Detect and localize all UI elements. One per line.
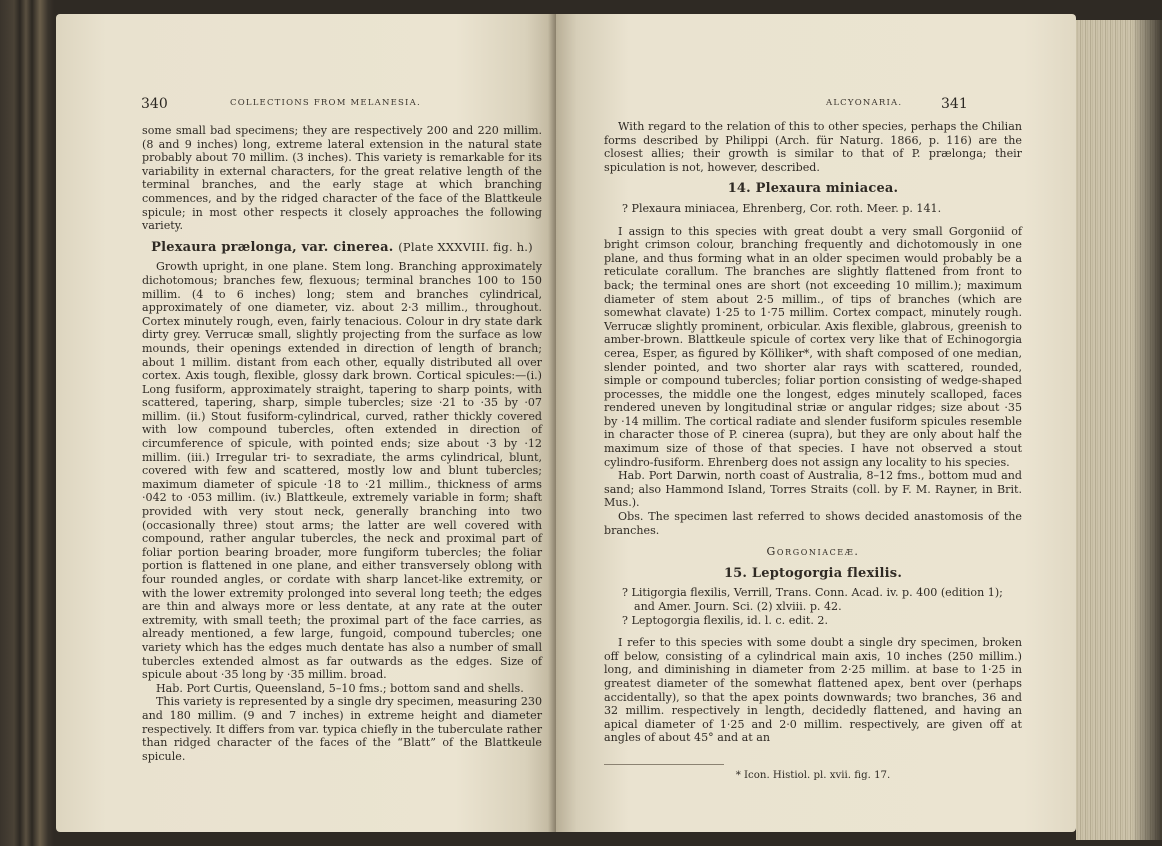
right-page	[556, 14, 1076, 832]
left-page-number: 340	[141, 96, 168, 112]
synonym-plexaura-miniacea: ? Plexaura miniacea, Ehrenberg, Cor. roth. Meer. p. 141.	[622, 201, 942, 215]
family-heading-gorgoniaceae: Gorgoniaceæ.	[766, 545, 860, 559]
synonym-leptogorgia-flexilis: ? Leptogorgia flexilis, id. l. c. edit. 2.	[622, 613, 829, 627]
species-plate-ref: (Plate XXXVIII. fig. h.)	[398, 239, 533, 254]
right-text-column	[604, 120, 1022, 745]
right-page-number: 341	[941, 96, 968, 112]
synonym-litigorgia-flexilis: ? Litigorgia flexilis, Verrill, Trans. Conn. Acad. iv. p. 400 (edition 1);	[622, 586, 1003, 600]
species-heading-leptogorgia-flexilis: 15. Leptogorgia flexilis.	[723, 565, 903, 581]
footnote: * Icon. Histiol. pl. xvii. fig. 17.	[735, 770, 891, 781]
right-paragraph-obs: Obs. The specimen last referred to shows decided anastomosis of the branches.	[604, 510, 1022, 537]
left-running-head: COLLECTIONS FROM MELANESIA.	[230, 98, 421, 108]
page-edges	[1076, 20, 1162, 840]
synonym-amer-journ: and Amer. Journ. Sci. (2) xlviii. p. 42.	[634, 600, 842, 613]
left-paragraph-top: some small bad specimens; they are respectively 200 and 220 millim. (8 and 9 inches) long, extreme lateral extension in the natural state probably about 70 millim. (3 inches). This variety is remarkable for its variability in external characters, for the great relative length of the terminal branches, and the early stage at which branching commences, and by the ridged character of the face of the Blattkeule spicule; in most other respects it closely approaches the following variety.	[142, 124, 542, 233]
species-heading-plexaura-praelonga	[142, 241, 542, 255]
right-paragraph-intro: With regard to the relation of this to other species, perhaps the Chilian forms described by Philippi (Arch. für Naturg. 1866, p. 116) are the closest allies; their growth is similar to that of P. prælonga; their spiculation is not, however, described.	[604, 120, 1022, 174]
species-heading-text: Plexaura prælonga, var. cinerea.	[151, 239, 394, 255]
left-text-column	[142, 124, 542, 763]
left-paragraph-remarks: This variety is represented by a single dry specimen, measuring 230 and 180 millim. (9 and 7 inches) in extreme height and diameter respectively. It differs from var. typica chiefly in the tuberculate rather than ridged character of the faces of the “Blatt” of the Blattkeule spicule.	[142, 695, 542, 763]
right-paragraph-leptogorgia: I refer to this species with some doubt a single dry specimen, broken off below, consisting of a cylindrical main axis, 10 inches (250 millim.) long, and diminishing in diameter from 2·25 millim. at base to 1·25 in greatest diameter of the somewhat flattened apex, bent over (perhaps accidentally), so that the apex points downwards; two branches, 36 and 32 millim. respectively in length, decidedly flattened, and having an apical diameter of 1·25 and 2·0 millim. respectively, are given off at angles of about 45° and at an	[604, 636, 1022, 745]
right-paragraph-description: I assign to this species with great doubt a very small Gorgoniid of bright crimson colour, branching frequently and dichotomously in one plane, and thus forming what in an older specimen would probably be a reticulate corallum. The branches are slightly flattened from front to back; the terminal ones are short (not exceeding 10 millim.); maximum diameter of stem about 2·5 millim., of tips of branches (which are somewhat clavate) 1·25 to 1·75 millim. Cortex compact, minutely rough. Verrucæ slightly prominent, orbicular. Axis flexible, glabrous, greenish to amber-brown. Blattkeule spicule of cortex very like that of Echinogorgia cerea, Esper, as figured by Kölliker*, with shaft composed of one median, slender pointed, and two shorter alar rays with scattered, rounded, simple or compound tubercles; foliar portion consisting of wedge-shaped processes, the middle one the longest, edges minutely scalloped, faces rendered uneven by longitudinal striæ or angular ridges; size about ·35 by ·14 millim. The cortical radiate and slender fusiform spicules resemble in character those of P. cinerea (supra), but they are only about half the maximum size of those of that species. I have not observed a stout cylindro-fusiform. Ehrenberg does not assign any locality to his species.	[604, 224, 1022, 469]
spacer	[604, 216, 1022, 225]
spacer	[604, 627, 1022, 636]
footnote-rule	[604, 764, 724, 765]
left-paragraph-habitat: Hab. Port Curtis, Queensland, 5–10 fms.; bottom sand and shells.	[156, 681, 524, 695]
left-page	[56, 14, 556, 832]
species-heading-plexaura-miniacea: 14. Plexaura miniacea.	[727, 181, 899, 197]
right-running-head: ALCYONARIA.	[826, 98, 903, 108]
right-paragraph-habitat: Hab. Port Darwin, north coast of Australia, 8–12 fms., bottom mud and sand; also Hammond Island, Torres Straits (coll. by F. M. Rayner, in Brit. Mus.).	[604, 469, 1022, 510]
left-paragraph-description: Growth upright, in one plane. Stem long. Branching approximately dichotomous; branches few, flexuous; terminal branches 100 to 150 millim. (4 to 6 inches) long; stem and branches cylindrical, approximately of one diameter, viz. about 2·3 millim., throughout. Cortex minutely rough, even, fairly tenacious. Colour in dry state dark dirty grey. Verrucæ small, slightly projecting from the surface as low mounds, their openings extended in direction of length of branch; about 1 millim. distant from each other, equally distributed all over cortex. Axis tough, flexible, glossy dark brown. Cortical spicules:—(i.) Long fusiform, approximately straight, tapering to sharp points, with scattered, tapering, sharp, simple tubercles; size ·21 to ·35 by ·07 millim. (ii.) Stout fusiform-cylindrical, curved, rather thickly covered with low compound tubercles, often extended in direction of circumference of spicule, with pointed ends; size about ·3 by ·12 millim. (iii.) Irregular tri- to sexradiate, the arms cylindrical, blunt, covered with few and scattered, mostly low and blunt tubercles; maximum diameter of spicule ·18 to ·21 millim., thickness of arms ·042 to ·053 millim. (iv.) Blattkeule, extremely variable in form; shaft provided with very stout neck, generally branching into two (occasionally three) stout arms; the latter are well covered with compound, rather angular tubercles, the neck and proximal part of foliar portion bearing broader, more fungiform tubercles; the foliar portion is flattened in one plane, and either transversely oblong with four rounded angles, or cordate with sharp lancet-like extremity, or with the lower extremity prolonged into several long teeth; the edges are thin and always more or less dentate, at any rate at the outer extremity, with small teeth; the proximal part of the face carries, as already mentioned, a few large, fungoid, compound tubercles; one variety which has the edges much dentate has also a number of small tubercles extended almost as far outwards as the edges. Size of spicule about ·35 long by ·35 millim. broad.	[142, 260, 542, 682]
